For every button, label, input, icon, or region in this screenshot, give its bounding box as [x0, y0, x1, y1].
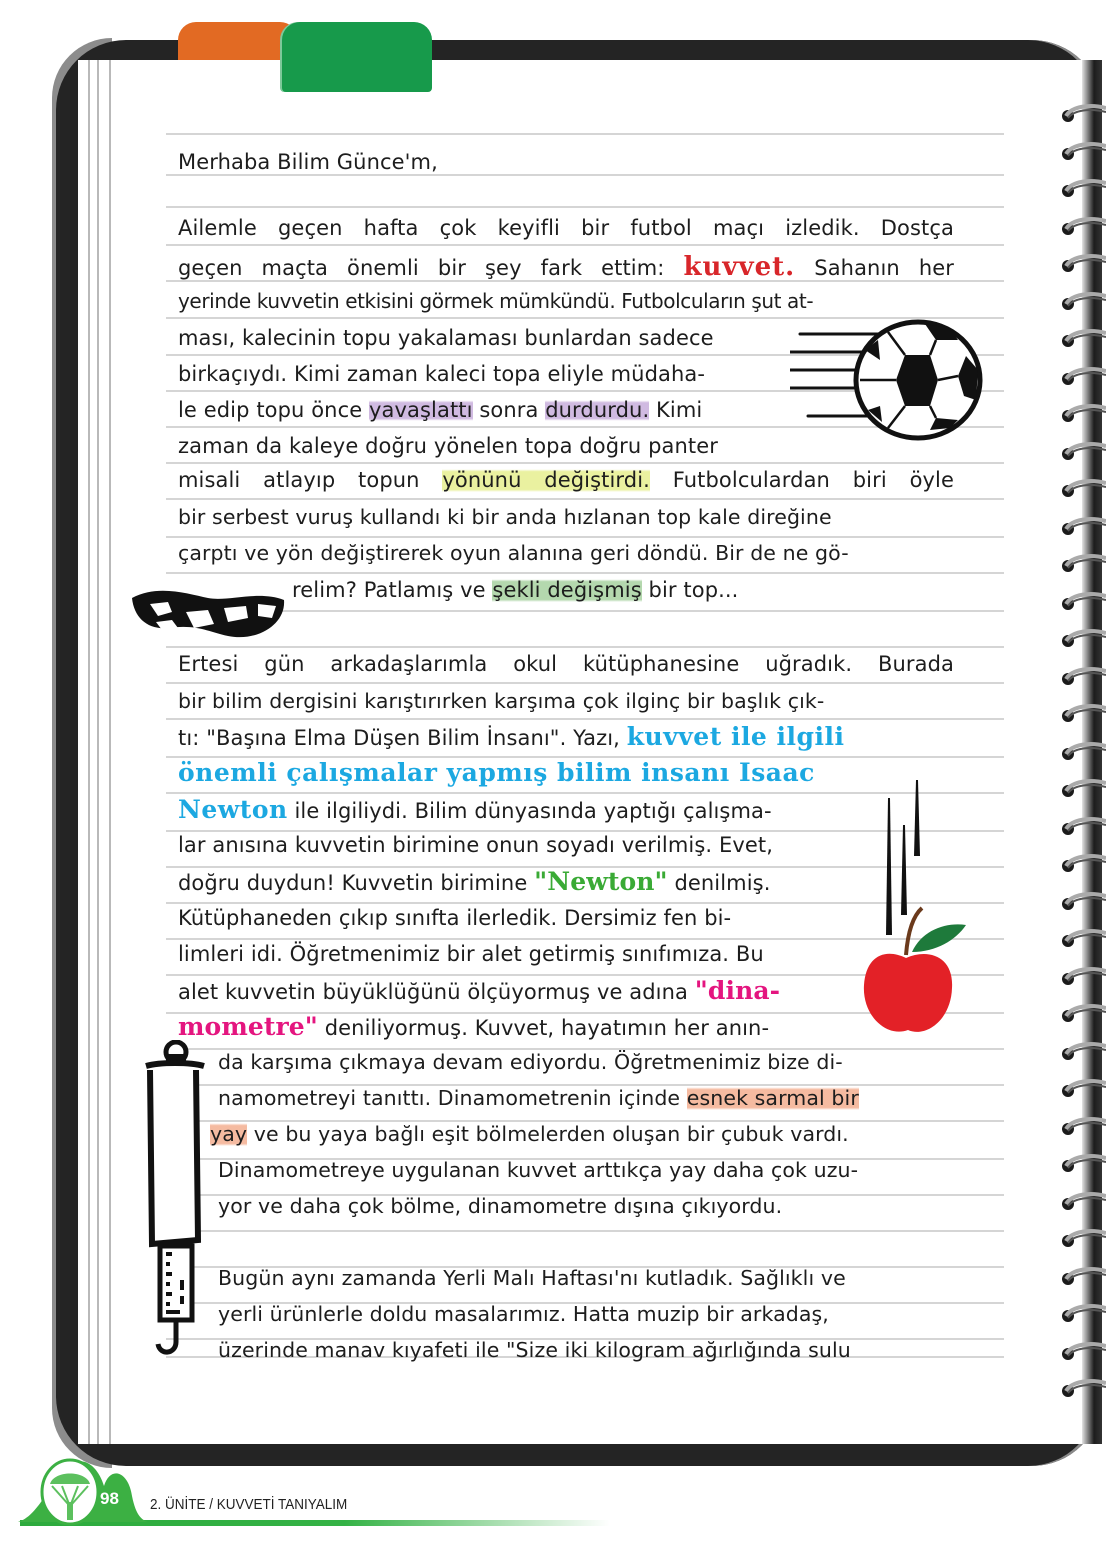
spiral-ring-icon	[1060, 217, 1106, 237]
text-span: Futbolculardan biri öyle	[649, 468, 954, 492]
spiral-ring-icon	[1060, 779, 1106, 799]
parachute-icon	[18, 1456, 148, 1526]
spiral-ring-icon	[1060, 367, 1106, 387]
p3-line: Bugün aynı zamanda Yerli Malı Haftası'nı kutladık. Sağlıklı ve	[218, 1266, 846, 1290]
spiral-ring-icon	[1060, 1267, 1106, 1287]
spiral-ring-icon	[1060, 1079, 1106, 1099]
text-span: denilmiş.	[667, 871, 771, 895]
text-span: bir top...	[641, 578, 739, 602]
p1-line: çarptı ve yön değiştirerek oyun alanına geri döndü. Bir de ne gö-	[178, 541, 849, 565]
p1-line	[178, 398, 702, 422]
margin-line	[88, 60, 90, 1444]
p2-line	[178, 976, 780, 1005]
p2-line	[178, 722, 845, 751]
ruled-line	[166, 682, 1004, 684]
spiral-ring-icon	[1060, 629, 1106, 649]
ruled-line	[166, 1230, 1004, 1232]
deflated-ball-icon	[128, 584, 288, 644]
text-span: ile ilgiliydi. Bilim dünyasında yaptığı çalışma-	[287, 799, 772, 823]
spiral-ring-icon	[1060, 104, 1106, 124]
spiral-ring-icon	[1060, 404, 1106, 424]
ruled-line	[166, 244, 1004, 246]
unit-title: 2. ÜNİTE / KUVVETİ TANIYALIM	[150, 1496, 348, 1513]
p2-line: limleri idi. Öğretmenimiz bir alet getirmiş sınıfımıza. Bu	[178, 942, 764, 966]
p2-line	[178, 758, 815, 787]
ruled-line	[166, 610, 1004, 612]
p1-line: birkaçıydı. Kimi zaman kaleci topa eliyle müdaha-	[178, 362, 706, 386]
highlight-durdurdu: durdurdu.	[545, 398, 650, 422]
notebook-tab-orange	[178, 22, 298, 62]
dynamometer-icon	[140, 1040, 210, 1360]
spiral-ring-icon	[1060, 1192, 1106, 1212]
spiral-ring-icon	[1060, 329, 1106, 349]
spiral-ring-icon	[1060, 929, 1106, 949]
spiral-ring-icon	[1060, 592, 1106, 612]
spiral-ring-icon	[1060, 479, 1106, 499]
spiral-ring-icon	[1060, 1042, 1106, 1062]
spiral-ring-icon	[1060, 667, 1106, 687]
page-number: 98	[100, 1489, 119, 1508]
keyword-dinamometre: "dina-	[694, 976, 781, 1005]
p1-line	[292, 578, 738, 602]
text-span: Kimi	[649, 398, 703, 422]
p1-line: zaman da kaleye doğru yönelen topa doğru panter	[178, 434, 718, 458]
spiral-ring-icon	[1060, 254, 1106, 274]
ruled-line	[166, 718, 1004, 720]
spiral-ring-icon	[1060, 892, 1106, 912]
spiral-ring-icon	[1060, 1304, 1106, 1324]
p2-line: Ertesi gün arkadaşlarımla okul kütüphanesine uğradık. Burada	[178, 652, 954, 676]
p2-line: yor ve daha çok bölme, dinamometre dışına çıkıyordu.	[218, 1194, 783, 1218]
soccer-ball-icon	[790, 310, 990, 450]
text-span: deniliyormuş. Kuvvet, hayatımın her anın-	[317, 1016, 770, 1040]
text-span: geçen maçta önemli bir şey fark ettim:	[178, 256, 684, 280]
ruled-line	[166, 133, 1004, 135]
text-span: doğru duydun! Kuvvetin birimine	[178, 871, 535, 895]
p2-line: Dinamometreye uygulanan kuvvet arttıkça yay daha çok uzu-	[218, 1158, 859, 1182]
p1-line	[178, 468, 954, 492]
spiral-ring-icon	[1060, 1154, 1106, 1174]
spiral-ring-icon	[1060, 854, 1106, 874]
spiral-ring-icon	[1060, 742, 1106, 762]
p1-line: yerinde kuvvetin etkisini görmek mümkündü. Futbolcuların şut at-	[178, 289, 814, 313]
p1-line: Ailemle geçen hafta çok keyifli bir futbol maçı izledik. Dostça	[178, 216, 954, 240]
text-span: le edip topu önce	[178, 398, 370, 422]
ruled-line	[166, 206, 1004, 208]
p2-line	[178, 867, 770, 896]
spiral-ring-icon	[1060, 1117, 1106, 1137]
p2-line	[218, 1086, 859, 1110]
spiral-ring-icon	[1060, 817, 1106, 837]
spiral-ring-icon	[1060, 517, 1106, 537]
p2-line	[178, 795, 772, 824]
text-span: relim? Patlamış ve	[292, 578, 493, 602]
text-span: misali atlayıp topun	[178, 468, 443, 492]
p2-line	[178, 1012, 769, 1041]
spiral-ring-icon	[1060, 704, 1106, 724]
highlight-yavaslatti: yavaşlattı	[369, 398, 473, 422]
text-span: tı: "Başına Elma Düşen Bilim İnsanı". Yazı,	[178, 726, 627, 750]
notebook-tab-green	[282, 22, 432, 92]
p1-line	[178, 252, 954, 282]
highlight-sekli-degismis: şekli değişmiş	[492, 578, 642, 602]
highlight-esnek-sarmal-bir: esnek sarmal bir	[686, 1086, 859, 1110]
text-span: ve bu yaya bağlı eşit bölmelerden oluşan bir çubuk vardı.	[247, 1122, 849, 1146]
spiral-ring-icon	[1060, 179, 1106, 199]
margin-line	[97, 60, 99, 1444]
spiral-ring-icon	[1060, 1004, 1106, 1024]
spiral-ring-icon	[1060, 442, 1106, 462]
ruled-line	[166, 462, 1004, 464]
spiral-ring-icon	[1060, 1342, 1106, 1362]
spiral-ring-icon	[1060, 1379, 1106, 1399]
keyword-dinamometre-cont: mometre"	[178, 1012, 318, 1041]
spiral-ring-icon	[1060, 554, 1106, 574]
p2-line: bir bilim dergisini karıştırırken karşıma çok ilginç bir başlık çık-	[178, 689, 825, 713]
spiral-ring-icon	[1060, 1229, 1106, 1249]
p2-line	[210, 1122, 849, 1146]
highlight-yay: yay	[210, 1122, 248, 1146]
p1-line: ması, kalecinin topu yakalaması bunlardan sadece	[178, 326, 714, 350]
keyword-newton: Newton	[178, 795, 288, 824]
keyword-kuvvet: kuvvet.	[683, 252, 796, 282]
keyword-kuvvet-ile-ilgili: kuvvet ile ilgili	[626, 722, 845, 751]
spiral-ring-icon	[1060, 292, 1106, 312]
spiral-ring-icon	[1060, 142, 1106, 162]
text-span: Sahanın her	[795, 256, 954, 280]
greeting: Merhaba Bilim Günce'm,	[178, 150, 438, 174]
ruled-line	[166, 646, 1004, 648]
spiral-ring-icon	[1060, 967, 1106, 987]
ruled-line	[166, 536, 1004, 538]
text-span: sonra	[472, 398, 546, 422]
p2-line: lar anısına kuvvetin birimine onun soyadı verilmiş. Evet,	[178, 833, 773, 857]
keyword-newton-description: önemli çalışmalar yapmış bilim insanı Isaac	[178, 758, 815, 787]
margin-line	[109, 60, 111, 1444]
p2-line: da karşıma çıkmaya devam ediyordu. Öğretmenimiz bize di-	[218, 1050, 843, 1074]
p3-line: yerli ürünlerle doldu masalarımız. Hatta muzip bir arkadaş,	[218, 1302, 829, 1326]
text-span: alet kuvvetin büyüklüğünü ölçüyormuş ve adına	[178, 980, 695, 1004]
ruled-line	[166, 498, 1004, 500]
p1-line: bir serbest vuruş kullandı ki bir anda hızlanan top kale direğine	[178, 505, 832, 529]
text-span: namometreyi tanıttı. Dinamometrenin içinde	[218, 1086, 687, 1110]
highlight-yonunu-degistirdi: yönünü değiştirdi.	[442, 468, 650, 492]
keyword-newton-unit: "Newton"	[534, 867, 668, 896]
ruled-line	[166, 174, 1004, 176]
p3-line: üzerinde manav kıyafeti ile "Size iki kilogram ağırlığında sulu	[218, 1338, 851, 1362]
apple-icon	[856, 780, 976, 1040]
p2-line: Kütüphaneden çıkıp sınıfta ilerledik. Dersimiz fen bi-	[178, 906, 732, 930]
ruled-line	[166, 572, 1004, 574]
